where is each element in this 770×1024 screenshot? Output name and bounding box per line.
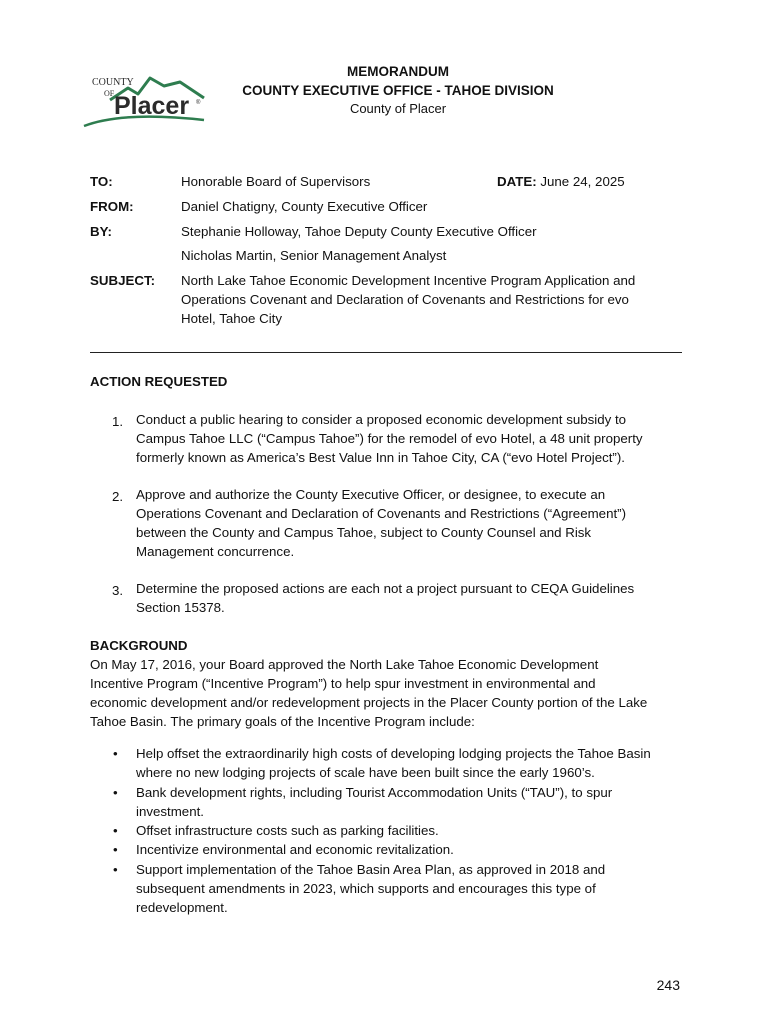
svg-text:Placer: Placer <box>114 92 190 120</box>
background-paragraph <box>90 655 682 731</box>
date-label: DATE: <box>497 174 537 189</box>
svg-text:COUNTY: COUNTY <box>92 77 134 88</box>
subject-line: Hotel, Tahoe City <box>181 311 283 326</box>
action-item-1 <box>136 410 681 467</box>
bullet-line: redevelopment. <box>136 900 228 915</box>
paragraph-line: Incentive Program (“Incentive Program”) to help spur investment in environmental and <box>90 676 596 691</box>
bullet-item-1 <box>136 744 681 782</box>
bullet-line: subsequent amendments in 2023, which supports and encourages this type of <box>136 881 596 896</box>
bullet-symbol: • <box>113 862 118 877</box>
memo-county: County of Placer <box>349 101 447 116</box>
to-value: Honorable Board of Supervisors <box>181 174 371 189</box>
header-divider <box>90 352 682 353</box>
subject-label: SUBJECT: <box>90 273 156 288</box>
bullet-item-5 <box>136 860 681 917</box>
bullet-symbol: • <box>113 842 118 857</box>
paragraph-line: economic development and/or redevelopment projects in the Placer County portion of the Lake <box>90 695 648 710</box>
action-item-number: 1. <box>112 414 124 429</box>
by-label: BY: <box>90 224 112 239</box>
action-item-line: Conduct a public hearing to consider a proposed economic development subsidy to <box>136 412 627 427</box>
by-value-2: Nicholas Martin, Senior Management Analyst <box>181 248 447 263</box>
from-value: Daniel Chatigny, County Executive Officer <box>181 199 428 214</box>
placer-logo-graphic <box>80 70 208 130</box>
action-item-line: Approve and authorize the County Executive Officer, or designee, to execute an <box>136 487 606 502</box>
paragraph-line: On May 17, 2016, your Board approved the North Lake Tahoe Economic Development <box>90 657 599 672</box>
memo-title: MEMORANDUM <box>347 64 449 79</box>
bullet-line: Bank development rights, including Tourist Accommodation Units (“TAU”), to spur <box>136 785 613 800</box>
paragraph-line: Tahoe Basin. The primary goals of the Incentive Program include: <box>90 714 475 729</box>
bullet-symbol: • <box>113 785 118 800</box>
bullet-line: Offset infrastructure costs such as parking facilities. <box>136 823 439 838</box>
action-item-line: Campus Tahoe LLC (“Campus Tahoe”) for the remodel of evo Hotel, a 48 unit property <box>136 431 643 446</box>
action-item-line: Determine the proposed actions are each not a project pursuant to CEQA Guidelines <box>136 581 635 596</box>
from-label: FROM: <box>90 199 134 214</box>
action-item-line: formerly known as America’s Best Value Inn in Tahoe City, CA (“evo Hotel Project”). <box>136 450 625 465</box>
subject-line: North Lake Tahoe Economic Development Incentive Program Application and <box>181 273 636 288</box>
bullet-symbol: • <box>113 823 118 838</box>
bullet-line: Support implementation of the Tahoe Basin Area Plan, as approved in 2018 and <box>136 862 606 877</box>
bullet-item-4 <box>136 840 681 859</box>
action-item-number: 2. <box>112 489 124 504</box>
subject-value <box>181 271 635 328</box>
svg-text:OF: OF <box>104 89 115 98</box>
by-value-1: Stephanie Holloway, Tahoe Deputy County Executive Officer <box>181 224 537 239</box>
date-value: June 24, 2025 <box>540 174 625 189</box>
action-item-line: Management concurrence. <box>136 544 295 559</box>
action-item-line: Section 15378. <box>136 600 225 615</box>
background-heading: BACKGROUND <box>90 638 188 653</box>
bullet-line: Incentivize environmental and economic revitalization. <box>136 842 454 857</box>
action-requested-heading: ACTION REQUESTED <box>90 374 228 389</box>
date-field <box>497 172 625 191</box>
bullet-symbol: • <box>113 746 118 761</box>
bullet-line: where no new lodging projects of scale have been built since the early 1960’s. <box>136 765 595 780</box>
subject-line: Operations Covenant and Declaration of Covenants and Restrictions for evo <box>181 292 629 307</box>
action-item-number: 3. <box>112 583 124 598</box>
bullet-line: investment. <box>136 804 204 819</box>
action-item-line: Operations Covenant and Declaration of Covenants and Restrictions (“Agreement”) <box>136 506 627 521</box>
bullet-line: Help offset the extraordinarily high costs of developing lodging projects the Tahoe Basin <box>136 746 651 761</box>
bullet-item-3 <box>136 821 681 840</box>
action-item-2 <box>136 485 681 561</box>
action-item-3 <box>136 579 681 617</box>
svg-text:®: ® <box>196 100 201 106</box>
county-of-placer-logo <box>80 70 208 130</box>
page-number: 243 <box>656 977 680 993</box>
memo-department: COUNTY EXECUTIVE OFFICE - TAHOE DIVISION <box>242 83 554 98</box>
to-label: TO: <box>90 174 113 189</box>
action-item-line: between the County and Campus Tahoe, subject to County Counsel and Risk <box>136 525 592 540</box>
bullet-item-2 <box>136 783 681 821</box>
